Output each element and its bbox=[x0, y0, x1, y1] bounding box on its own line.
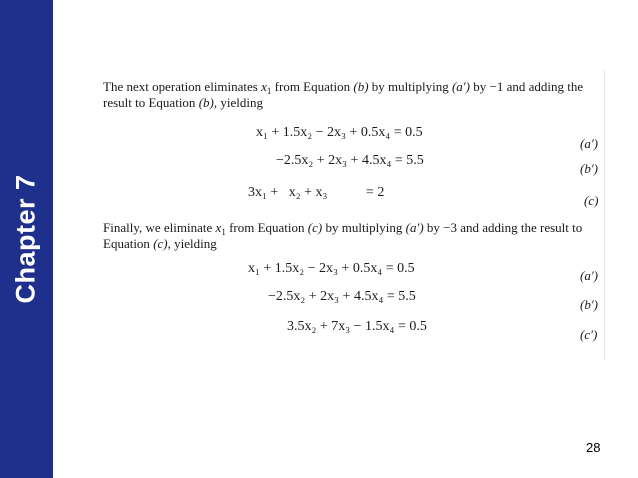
s2-label-c: (c′) bbox=[580, 327, 598, 342]
p1-text-e: , yielding bbox=[213, 95, 263, 110]
paragraph-2 bbox=[103, 220, 603, 252]
s1-equation-c: 3x₁ + x₂ + x₃ = 2 bbox=[248, 185, 385, 200]
s1-label-a: (a′) bbox=[580, 136, 599, 151]
chapter-label: Chapter 7 bbox=[10, 174, 41, 304]
p2-text-a: Finally, we eliminate bbox=[103, 220, 216, 235]
p2-eq2: (c) bbox=[153, 236, 168, 251]
p2-text-d: by −3 and adding the result to Equation bbox=[103, 220, 583, 251]
p2-var: x bbox=[215, 220, 222, 235]
p2-ref: (a′) bbox=[405, 220, 424, 235]
p1-eq2: (b) bbox=[198, 95, 214, 110]
s1-equation-a: x₁ + 1.5x₂ − 2x₃ + 0.5x₄ = 0.5 bbox=[256, 125, 423, 140]
p1-text-d: by −1 and adding the result to Equation bbox=[103, 79, 584, 110]
s2-label-a: (a′) bbox=[580, 268, 599, 283]
chapter-sidebar bbox=[0, 0, 53, 478]
p1-text-a: The next operation eliminates bbox=[103, 79, 262, 94]
scan-edge-line bbox=[604, 70, 605, 360]
s1-equation-b: −2.5x₂ + 2x₃ + 4.5x₄ = 5.5 bbox=[276, 153, 424, 168]
p1-ref: (a′) bbox=[451, 79, 470, 94]
paragraph-1 bbox=[103, 79, 603, 111]
s2-label-b: (b′) bbox=[580, 297, 599, 312]
p2-text-e: , yielding bbox=[167, 236, 217, 251]
s2-equation-c: 3.5x₂ + 7x₃ − 1.5x₄ = 0.5 bbox=[287, 319, 427, 334]
p1-text-c: by multiplying bbox=[368, 79, 452, 94]
p2-text-b: from Equation bbox=[225, 220, 308, 235]
p2-text-c: by multiplying bbox=[322, 220, 406, 235]
p2-eq: (c) bbox=[307, 220, 323, 235]
s2-equation-a: x₁ + 1.5x₂ − 2x₃ + 0.5x₄ = 0.5 bbox=[248, 261, 415, 276]
p1-eq: (b) bbox=[353, 79, 369, 94]
s1-label-b: (b′) bbox=[580, 161, 599, 176]
s1-label-c: (c) bbox=[584, 193, 599, 208]
p1-text-b: from Equation bbox=[271, 79, 354, 94]
p1-sub: 1 bbox=[266, 86, 272, 96]
p1-var: x bbox=[261, 79, 267, 94]
p2-sub: 1 bbox=[221, 227, 226, 237]
s2-equation-b: −2.5x₂ + 2x₃ + 4.5x₄ = 5.5 bbox=[268, 289, 416, 304]
page-number: 28 bbox=[586, 440, 601, 455]
